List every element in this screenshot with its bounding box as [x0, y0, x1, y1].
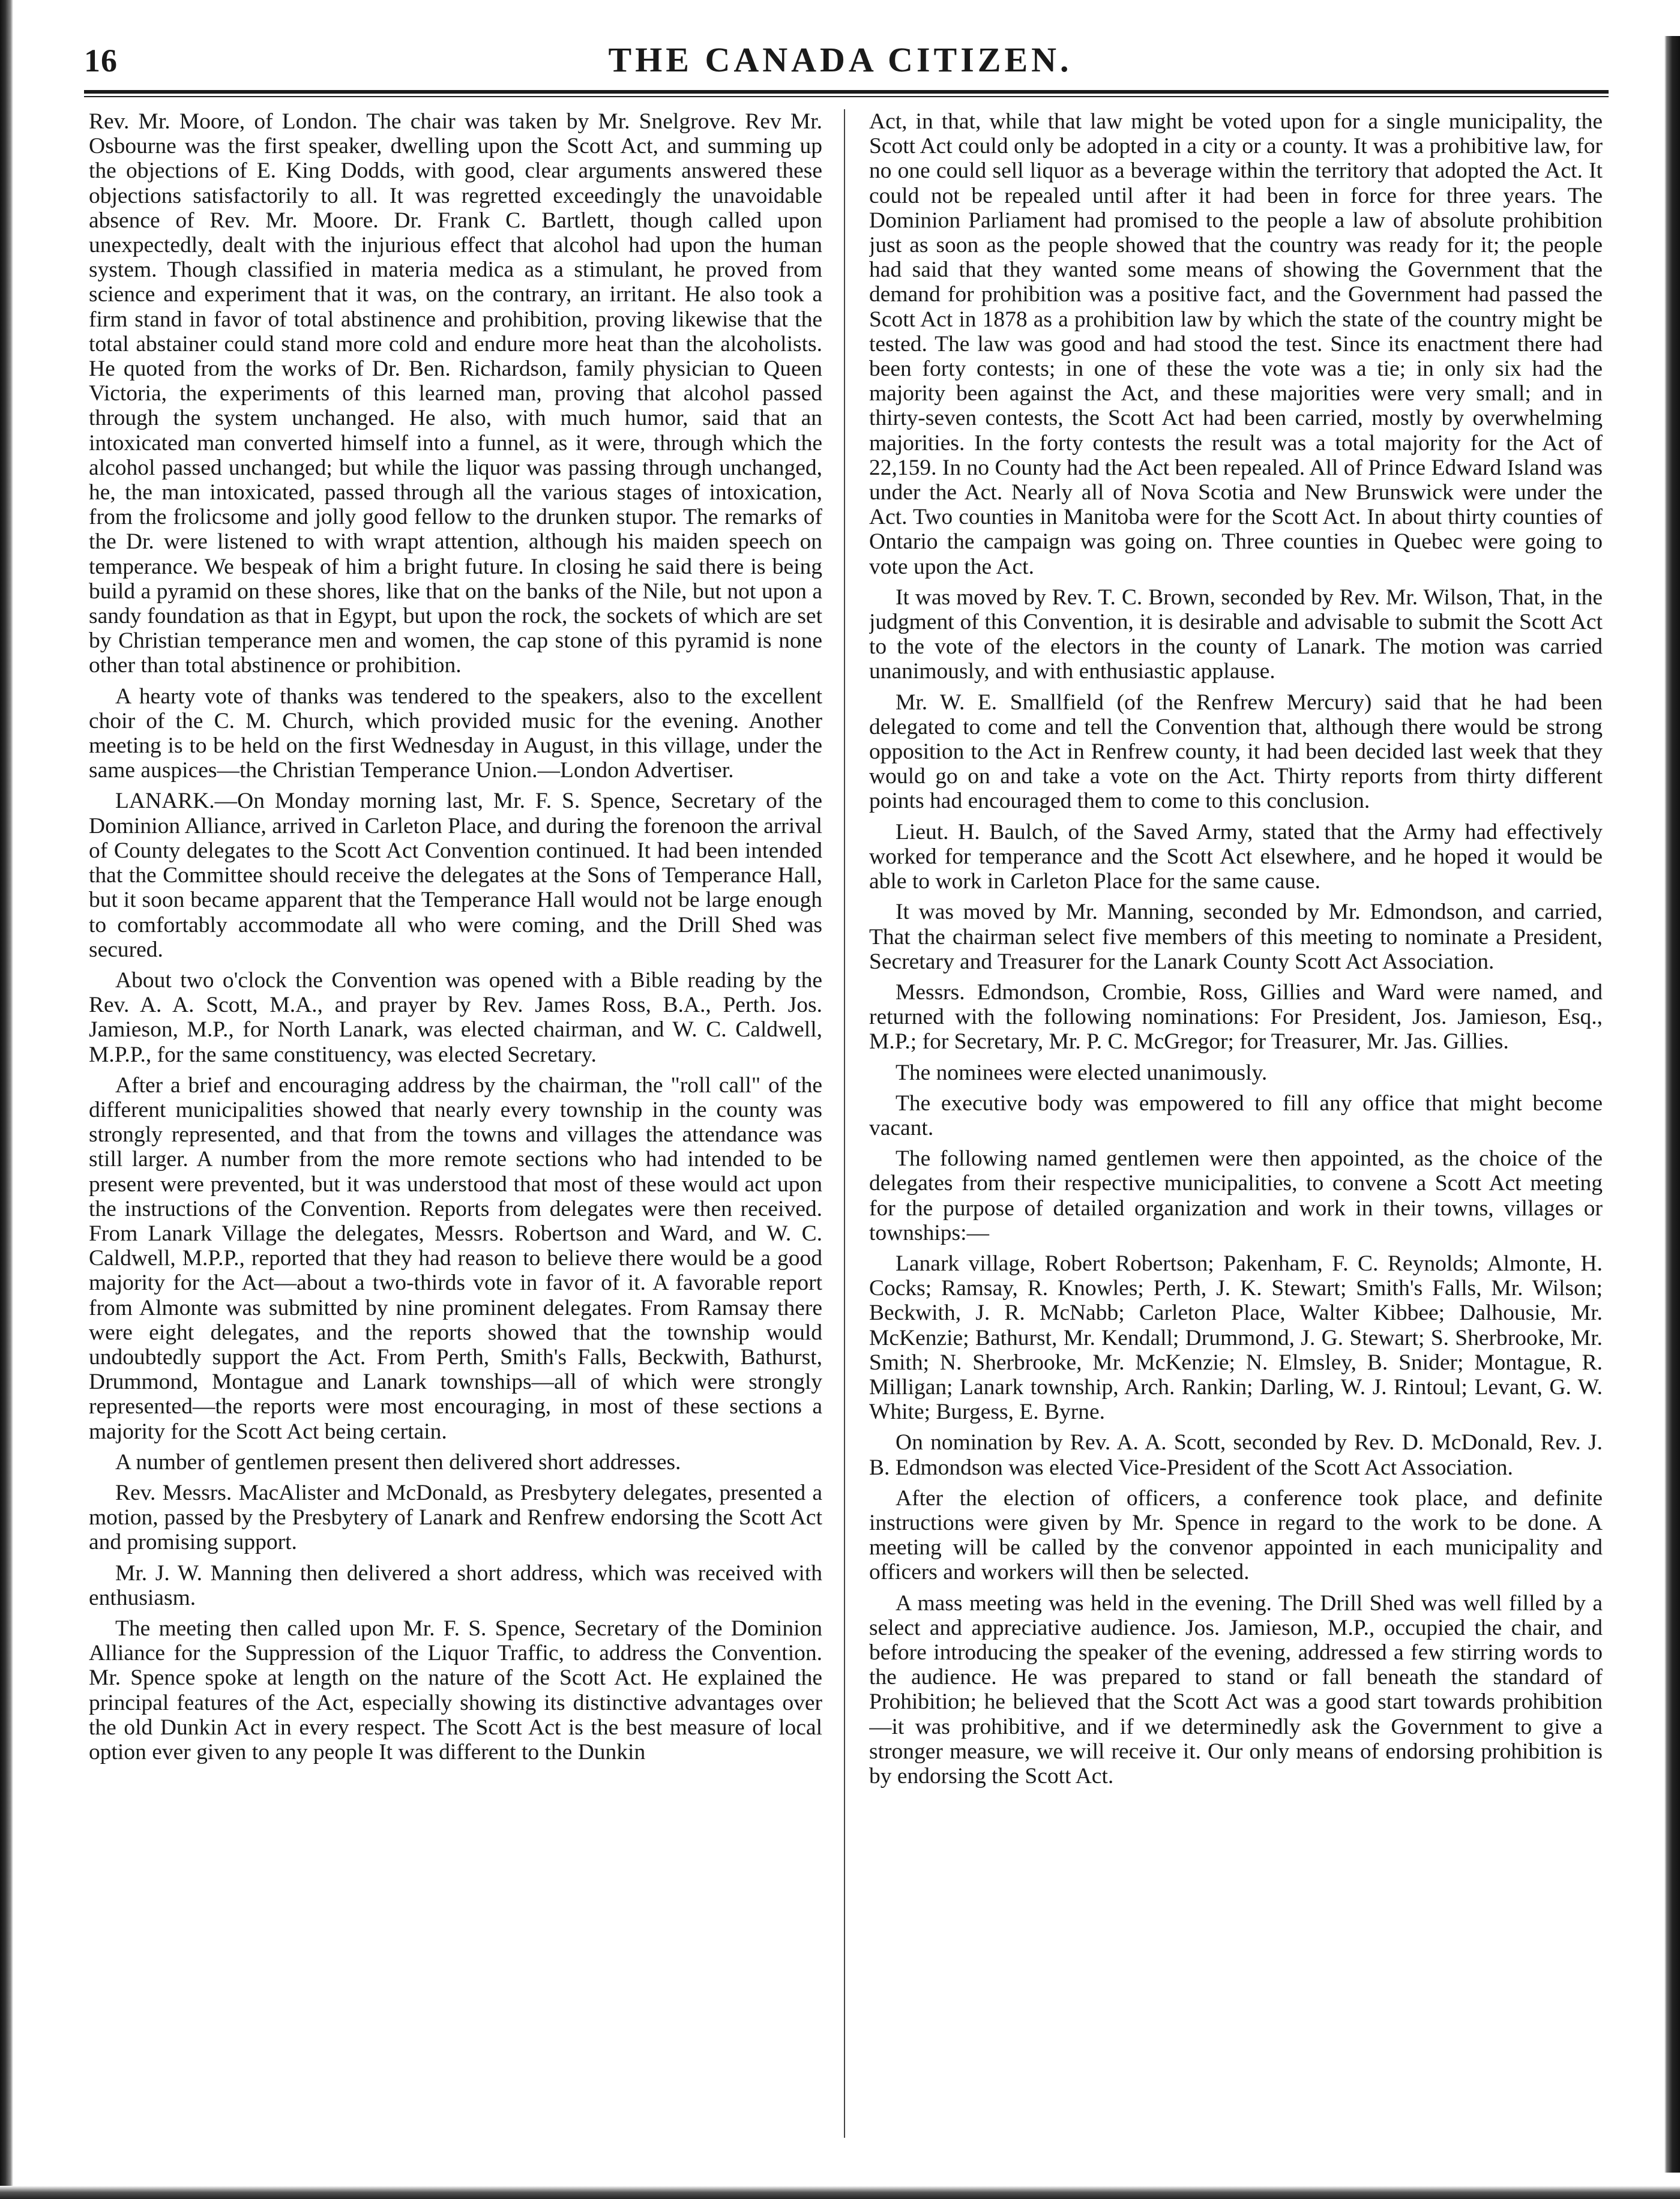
paragraph: Rev. Mr. Moore, of London. The chair was taken by Mr. Snelgrove. Rev Mr. Osbourne was the first speaker, dwelling upon the Scott Act, and summing up the objections of E. King Dodds, with good, clear arguments answered these objections satisfactorily to all. It was regretted exceedingly the unavoidable absence of Rev. Mr. Moore. Dr. Frank C. Bartlett, though called upon unexpectedly, dealt with the injurious effect that alcohol had upon the human system. Though classified in materia medica as a stimulant, he proved from science and experiment that it was, on the contrary, an irritant. He also took a firm stand in favor of total abstinence and prohibition, proving likewise that the total abstainer could stand more cold and endure more heat than the alcoholists. He quoted from the works of Dr. Ben. Richardson, family physician to Queen Victoria, the experiments of this learned man, proving that alcohol passed through the system unchanged. He also, with much humor, said that an intoxicated man converted himself into a funnel, as it were, through which the alcohol passed unchanged; but while the liquor was passing through unchanged, he, the man intoxicated, passed through all the various stages of intoxication, from the frolicsome and jolly good fellow to the drunken stupor. The remarks of the Dr. were listened to with wrapt attention, although his maiden speech on temperance. We bespeak of him a bright future. In closing he said there is being build a pyramid on these shores, like that on the banks of the Nile, but not upon a sandy foundation as that in Egypt, but upon the rock, the sockets of which are set by Christian temperance men and women, the cap stone of this pyramid is none other than total abstinence or prohibition. [89, 109, 822, 678]
journal-title: THE CANADA CITIZEN. [608, 40, 1073, 79]
paragraph: LANARK.—On Monday morning last, Mr. F. S. Spence, Secretary of the Dominion Alliance, arrived in Carleton Place, and during the forenoon the arrival of County delegates to the Scott Act Convention continued. It had been intended that the Committee should receive the delegates at the Sons of Temperance Hall, but it soon became apparent that the Temperance Hall would not be large enough to comfortably accommodate all who were coming, and the Drill Shed was secured. [89, 789, 822, 962]
article-columns [89, 109, 1601, 2144]
paragraph: The meeting then called upon Mr. F. S. Spence, Secretary of the Dominion Alliance for the Suppression of the Liquor Traffic, to address the Convention. Mr. Spence spoke at length on the nature of the Scott Act. He explained the principal features of the Act, especially showing its distinctive advantages over the old Dunkin Act in every respect. The Scott Act is the best measure of local option ever given to any people It was different to the Dunkin [89, 1616, 822, 1764]
paragraph: A mass meeting was held in the evening. The Drill Shed was well filled by a select and appreciative audience. Jos. Jamieson, M.P., occupied the chair, and before introducing the speaker of the evening, addressed a few stirring words to the audience. He was prepared to stand or fall beneath the standard of Prohibition; he believed that the Scott Act was a good start towards prohibition—it was prohibitive, and if we determinedly ask the Government to give a stronger measure, we will receive it. Our only means of endorsing prohibition is by endorsing the Scott Act. [869, 1590, 1603, 1788]
paragraph: Messrs. Edmondson, Crombie, Ross, Gillies and Ward were named, and returned with the following nominations: For President, Jos. Jamieson, Esq., M.P.; for Secretary, Mr. P. C. McGregor; for Treasurer, Mr. Jas. Gillies. [869, 979, 1603, 1054]
paragraph: On nomination by Rev. A. A. Scott, seconded by Rev. D. McDonald, Rev. J. B. Edmondson was elected Vice-President of the Scott Act Association. [869, 1430, 1603, 1480]
header-rule-thin [84, 96, 1609, 97]
header-rule [84, 90, 1609, 94]
paragraph: The following named gentlemen were then appointed, as the choice of the delegates from their respective municipalities, to convene a Scott Act meeting for the purpose of detailed organization and work in their towns, villages or townships:— [869, 1146, 1603, 1245]
paragraph: After the election of officers, a conference took place, and definite instructions were given by Mr. Spence in regard to the work to be done. A meeting will be called by the convenor appointed in each municipality and officers and workers will then be selected. [869, 1485, 1603, 1585]
paragraph: It was moved by Mr. Manning, seconded by Mr. Edmondson, and carried, That the chairman select five members of this meeting to nominate a President, Secretary and Treasurer for the Lanark County Scott Act Association. [869, 900, 1603, 974]
paragraph: After a brief and encouraging address by the chairman, the "roll call" of the different municipalities showed that nearly every township in the county was strongly represented, and that from the towns and villages the attendance was still larger. A number from the more remote sections who had intended to be present were prevented, but it was understood that most of these would act upon the instructions of the Convention. Reports from delegates were then received. From Lanark Village the delegates, Messrs. Robertson and Ward, and W. C. Caldwell, M.P.P., reported that they had reason to believe there would be a good majority for the Act—about a two-thirds vote in favor of it. A favorable report from Almonte was submitted by nine prominent delegates. From Ramsay there were eight delegates, and the reports showed that the township would undoubtedly support the Act. From Perth, Smith's Falls, Beckwith, Bathurst, Drummond, Montague and Lanark townships—all of which were strongly represented—the reports were most encouraging, in most of these sections a majority for the Scott Act being certain. [89, 1072, 822, 1444]
paragraph: A number of gentlemen present then delivered short addresses. [115, 1449, 681, 1475]
paragraph: Lanark village, Robert Robertson; Pakenham, F. C. Reynolds; Almonte, H. Cocks; Ramsay, R. Knowles; Perth, J. K. Stewart; Smith's Falls, Mr. Wilson; Beckwith, J. R. McNabb; Carleton Place, Walter Kibbee; Dalhousie, Mr. McKenzie; Bathurst, Mr. Kendall; Drummond, J. G. Stewart; S. Sherbrooke, Mr. Smith; N. Sherbrooke, Mr. McKenzie; N. Elmsley, B. Snider; Montague, R. Milligan; Lanark township, Arch. Rankin; Darling, W. J. Rintoul; Levant, G. W. White; Burgess, E. Byrne. [869, 1251, 1603, 1425]
paragraph: A hearty vote of thanks was tendered to the speakers, also to the excellent choir of the C. M. Church, which provided music for the evening. Another meeting is to be held on the first Wednesday in August, in this village, under the same auspices—the Christian Temperance Union.—London Advertiser. [89, 684, 822, 783]
paragraph: The nominees were elected unanimously. [896, 1060, 1268, 1085]
paragraph: About two o'clock the Convention was opened with a Bible reading by the Rev. A. A. Scott, M.A., and prayer by Rev. James Ross, B.A., Perth. Jos. Jamieson, M.P., for North Lanark, was elected chairman, and W. C. Caldwell, M.P.P., for the same constituency, was elected Secretary. [89, 967, 822, 1067]
paragraph: It was moved by Rev. T. C. Brown, seconded by Rev. Mr. Wilson, That, in the judgment of this Convention, it is desirable and advisable to submit the Scott Act to the vote of the electors in the county of Lanark. The motion was carried unanimously, and with enthusiastic applause. [869, 585, 1603, 684]
scan-edge-bottom [0, 2186, 1680, 2199]
paragraph: The executive body was empowered to fill any office that might become vacant. [869, 1090, 1603, 1140]
column-divider [844, 109, 845, 2138]
paragraph: Mr. J. W. Manning then delivered a short address, which was received with enthusiasm. [89, 1560, 822, 1610]
paragraph: Rev. Messrs. MacAlister and McDonald, as Presbytery delegates, presented a motion, passed by the Presbytery of Lanark and Renfrew endorsing the Scott Act and promising support. [89, 1480, 822, 1555]
paragraph: Lieut. H. Baulch, of the Saved Army, stated that the Army had effectively worked for temperance and the Scott Act elsewhere, and he hoped it would be able to work in Carleton Place for the same cause. [869, 819, 1603, 894]
right-column [869, 109, 1603, 2144]
page-number: 16 [84, 43, 118, 79]
scan-edge-left [0, 0, 13, 2199]
page-header [84, 37, 1597, 91]
scan-edge-right [1664, 36, 1680, 2173]
paragraph: Act, in that, while that law might be voted upon for a single municipality, the Scott Act could only be adopted in a city or a county. It was a prohibitive law, for no one could sell liquor as a beverage within the territory that adopted the Act. It could not be repealed until after it had been in force for three years. The Dominion Parliament had promised to the people a law of absolute prohibition just as soon as the people showed that the country was ready for it; the people had said that they wanted some means of showing the Government that the demand for prohibition was a positive fact, and the Government had passed the Scott Act in 1878 as a prohibition law by which the state of the country might be tested. The law was good and had stood the test. Since its enactment there had been forty contests; in one of these the vote was a tie; in only six had the majority been against the Act, and these majorities were very small; and in thirty-seven contests, the Scott Act had been carried, mostly by overwhelming majorities. In the forty contests the result was a total majority for the Act of 22,159. In no County had the Act been repealed. All of Prince Edward Island was under the Act. Nearly all of Nova Scotia and New Brunswick were under the Act. Two counties in Manitoba were for the Scott Act. In about thirty counties of Ontario the campaign was going on. Three counties in Quebec were going to vote upon the Act. [869, 109, 1603, 579]
paragraph: Mr. W. E. Smallfield (of the Renfrew Mercury) said that he had been delegated to come and tell the Convention that, although there would be strong opposition to the Act in Renfrew county, it had been decided last week that they would go on and take a vote on the Act. Thirty reports from thirty different points had encouraged them to come to this conclusion. [869, 690, 1603, 814]
left-column [89, 109, 822, 2144]
